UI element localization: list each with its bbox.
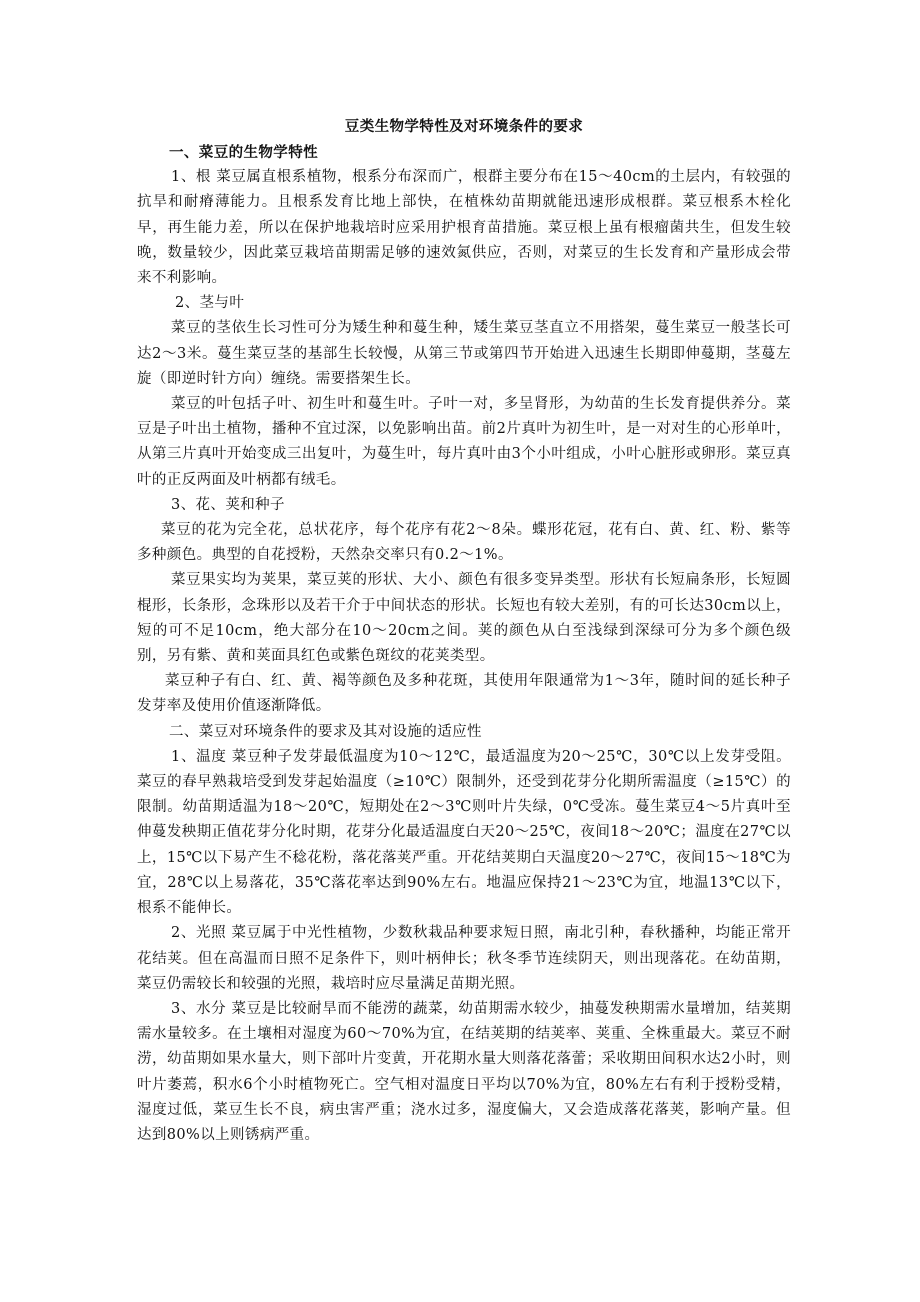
document-page (137, 104, 791, 1148)
paragraph-flower: 菜豆的花为完全花，总状花序，每个花序有花2～8朵。蝶形花冠，花有白、黄、红、粉、紫等多种颜色。典型的自花授粉，天然杂交率只有0.2～1%。 (137, 522, 791, 564)
section1-heading: 一、菜豆的生物学特性 (169, 144, 318, 161)
section2-heading: 二、菜豆对环境条件的要求及其对设施的适应性 (169, 723, 482, 740)
stem-leaf-heading: 2、茎与叶 (175, 295, 245, 312)
document-title: 豆类生物学特性及对环境条件的要求 (344, 118, 584, 135)
paragraph-pod: 菜豆果实均为荚果，菜豆荚的形状、大小、颜色有很多变异类型。形状有长短扁条形，长短圆棍形，长条形，念珠形以及若干介于中间状态的形状。长短也有较大差别，有的可长达30cm以上，短的可不足10cm，绝大部分在10～20cm之间。荚的颜色从白至浅绿到深绿可分为多个颜色级别，另有紫、黄和荚面具红色或紫色斑纹的花荚类型。 (137, 572, 791, 665)
flower-heading: 3、花、荚和种子 (171, 496, 285, 513)
paragraph-leaf: 菜豆的叶包括子叶、初生叶和蔓生叶。子叶一对，多呈肾形，为幼苗的生长发育提供养分。菜豆是子叶出土植物，播种不宜过深，以免影响出苗。前2片真叶为初生叶，是一对对生的心形单叶，从第三片真叶开始变成三出复叶，为蔓生叶，每片真叶由3个小叶组成，小叶心脏形或卵形。菜豆真叶的正反两面及叶柄都有绒毛。 (137, 396, 791, 488)
paragraph-seed: 菜豆种子有白、红、黄、褐等颜色及多种花斑，其使用年限通常为1～3年，随时间的延长种子发芽率及使用价值逐渐降低。 (137, 673, 791, 715)
paragraph-stem: 菜豆的茎依生长习性可分为矮生种和蔓生种，矮生菜豆茎直立不用搭架，蔓生菜豆一般茎长可达2～3米。蔓生菜豆茎的基部生长较慢，从第三节或第四节开始进入迅速生长期即伸蔓期，茎蔓左旋（即逆时针方向）缠绕。需要搭架生长。 (137, 320, 791, 387)
paragraph-temperature: 1、温度 菜豆种子发芽最低温度为10～12℃，最适温度为20～25℃，30℃以上发芽受阻。菜豆的春早熟栽培受到发芽起始温度（≥10℃）限制外，还受到花芽分化期所需温度（≥15℃）的限制。幼苗期适温为18～20℃，短期处在2～3℃则叶片失绿，0℃受冻。蔓生菜豆4～5片真叶至伸蔓发秧期正值花芽分化时期，花芽分化最适温度白天20～25℃，夜间18～20℃；温度在27℃以上，15℃以下易产生不稔花粉，落花落荚严重。开花结荚期白天温度20～27℃，夜间15～18℃为宜，28℃以上易落花，35℃落花率达到90%左右。地温应保持21～23℃为宜，地温13℃以下，根系不能伸长。 (137, 748, 791, 917)
paragraph-root: 1、根 菜豆属直根系植物，根系分布深而广，根群主要分布在15～40cm的土层内，有较强的抗旱和耐瘠薄能力。且根系发育比地上部快，在植株幼苗期就能迅速形成根群。菜豆根系木栓化早，再生能力差，所以在保护地栽培时应采用护根育苗措施。菜豆根上虽有根瘤菌共生，但发生较晚，数量较少，因此菜豆栽培苗期需足够的速效氮供应，否则，对菜豆的生长发育和产量形成会带来不利影响。 (137, 169, 791, 287)
paragraph-light: 2、光照 菜豆属于中光性植物，少数秋栽品种要求短日照，南北引种，春秋播种，均能正常开花结荚。但在高温而日照不足条件下，则叶柄伸长；秋冬季节连续阴天，则出现落花。在幼苗期，菜豆仍需较长和较强的光照，栽培时应尽量满足苗期光照。 (137, 925, 791, 992)
paragraph-water: 3、水分 菜豆是比较耐旱而不能涝的蔬菜，幼苗期需水较少，抽蔓发秧期需水量增加，结荚期需水量较多。在土壤相对湿度为60～70%为宜，在结荚期的结荚率、荚重、全株重最大。菜豆不耐涝，幼苗期如果水量大，则下部叶片变黄，开花期水量大则落花落蕾；采收期田间积水达2小时，则叶片萎蔫，积水6个小时植物死亡。空气相对温度日平均以70%为宜，80%左右有利于授粉受精，湿度过低，菜豆生长不良，病虫害严重；浇水过多，湿度偏大，又会造成落花落荚，影响产量。但达到80%以上则锈病严重。 (137, 1000, 791, 1143)
